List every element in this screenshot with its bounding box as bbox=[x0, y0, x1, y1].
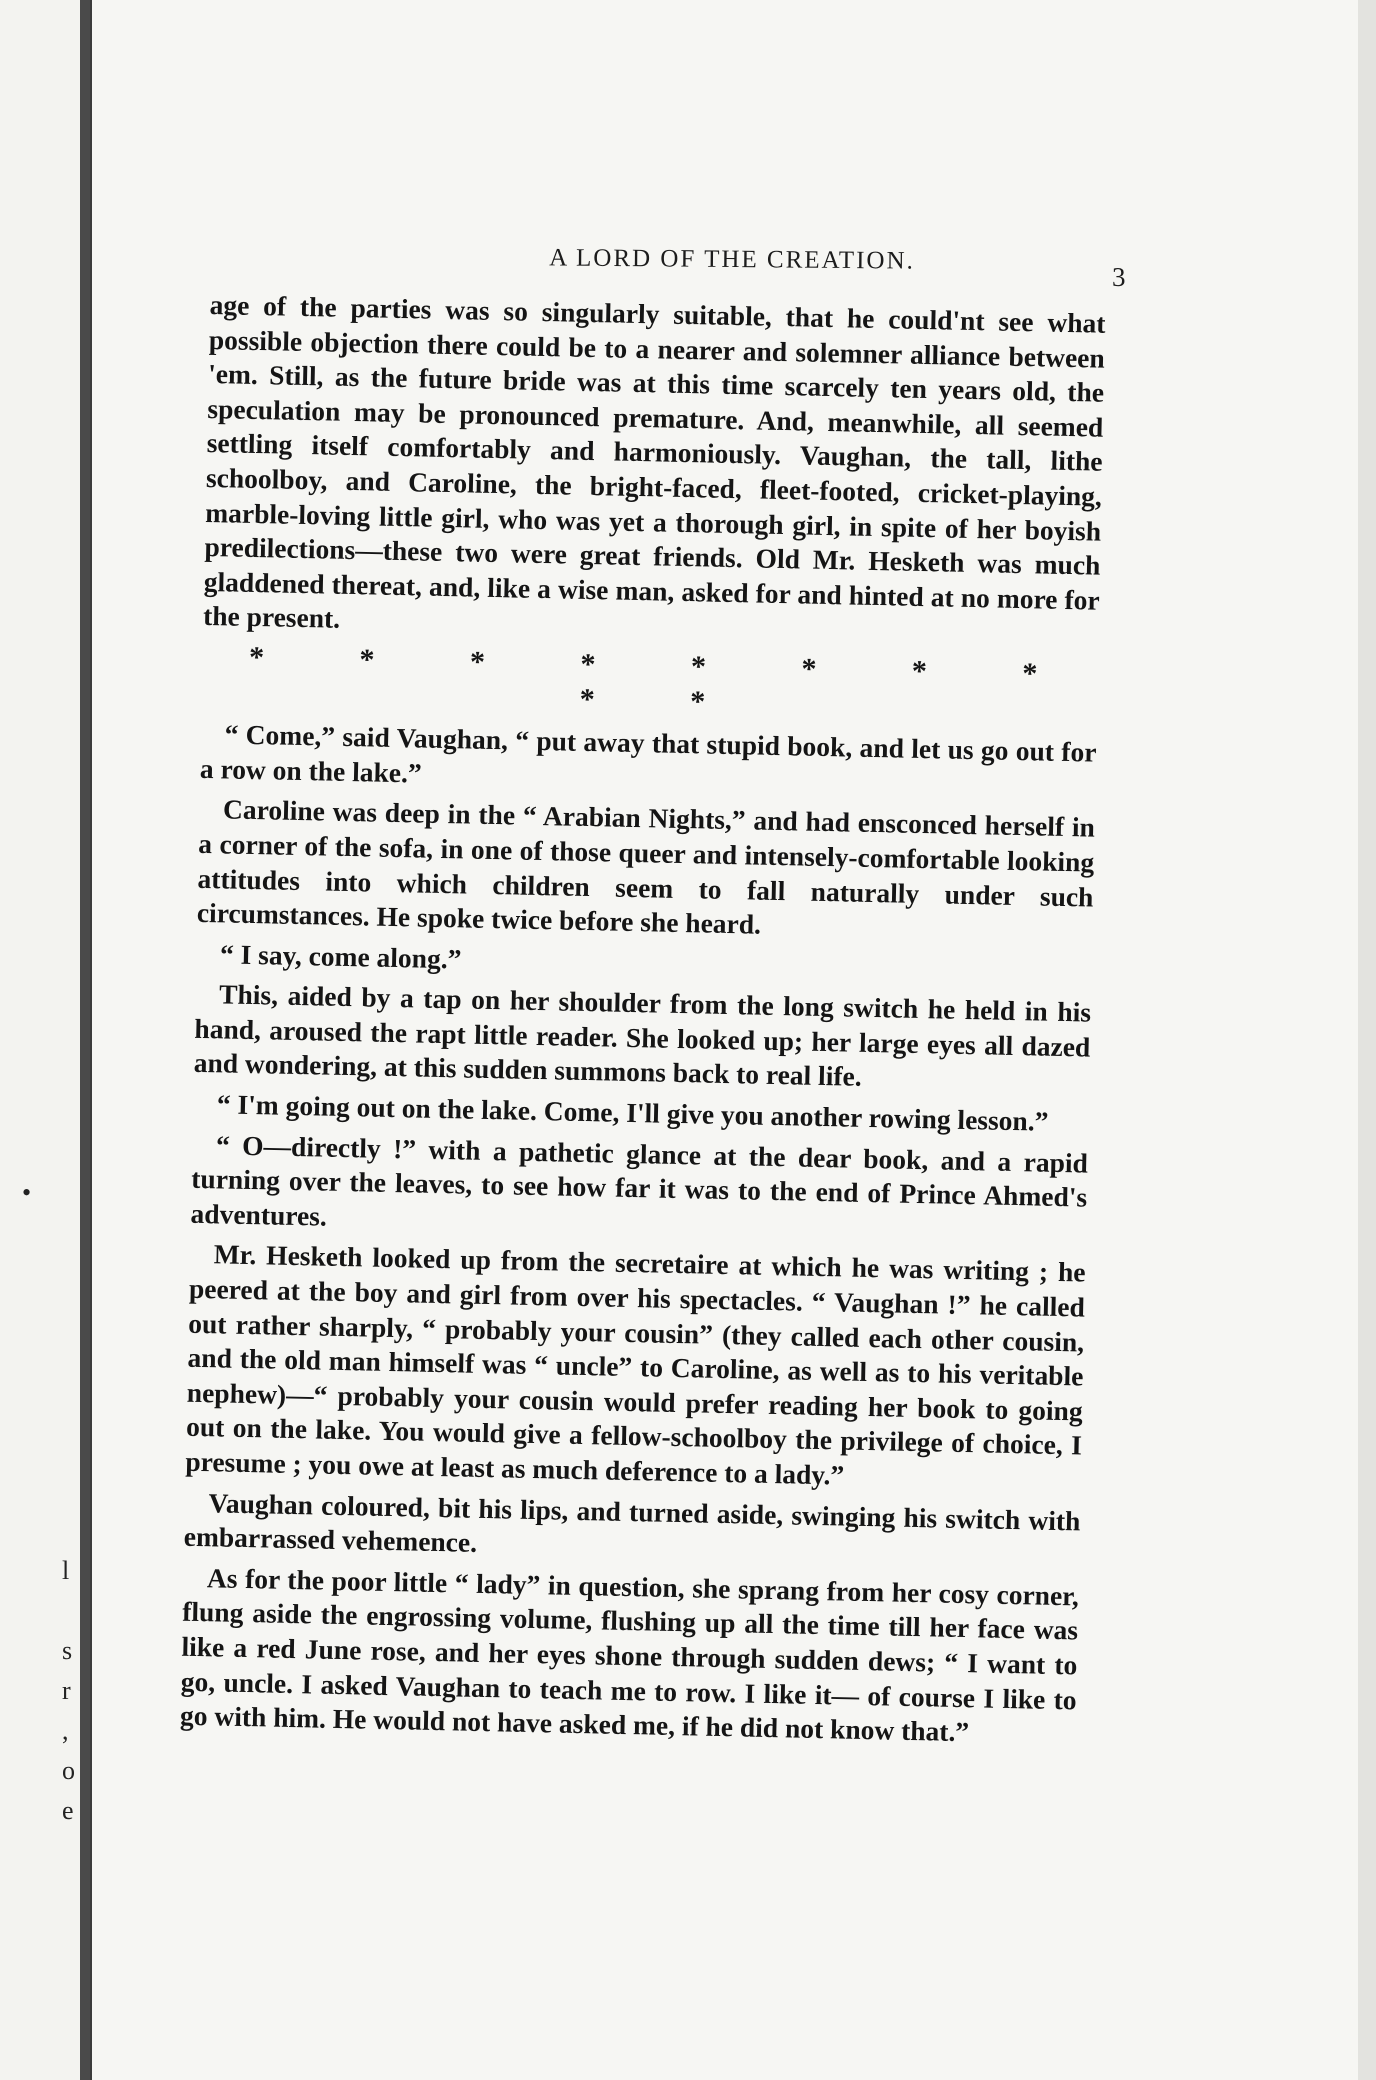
paragraph: Mr. Hesketh looked up from the secretaire at which he was writing ; he peered at the boy and girl from over his spectacles. “ Vaughan !” he called out rather sharply, “ probably your cousin” (they called each other cousin, and the old man himself was “ uncle” to Caroline, as well as to his veritable nephew)—“ probably your cousin would prefer reading her book to going out on the lake. You would give a fellow-schoolboy the privilege of choice, I presume ; you owe at least as much deference to a lady.” bbox=[185, 1238, 1086, 1491]
paragraph: Caroline was deep in the “ Arabian Nights,” and had ensconced herself in a corner of the sofa, in one of those queer and intensely-comfortable looking attitudes into which children seem to fall naturally under such circumstances. He spoke twice before she heard. bbox=[196, 793, 1096, 940]
page-edge-shadow bbox=[1358, 0, 1376, 2080]
paragraph: age of the parties was so singularly suitable, that he could'nt see what possible objection there could be to a nearer and solemner alliance between 'em. Still, as the future bride was at this time scarcely ten years old, the speculation may be pronounced premature. And, meanwhile, all seemed settling itself comfortably and harmoniously. Vaughan, the tall, lithe schoolboy, and Caroline, the bright-faced, fleet-footed, cricket-playing, marble-loving little girl, who was yet a thorough girl, in spite of her boyish predilections—these two were great friends. Old Mr. Hesketh was much gladdened thereat, and, like a wise man, asked for and hinted at no more for the present. bbox=[202, 288, 1106, 635]
paragraph: As for the poor little “ lady” in question, she sprang from her cosy corner, flung aside the engrossing volume, flushing up all the time till her face was like a red June rose, and her eyes shone through sudden dews; “ I want to go, uncle. I asked Vaughan to teach me to row. I like it— of course I like to go with him. He would not have asked me, if he did not know that.” bbox=[179, 1562, 1080, 1748]
facing-page-fragment: e bbox=[62, 1796, 74, 1825]
body-text bbox=[180, 288, 1106, 1758]
paragraph: “ I say, come along.” bbox=[219, 938, 462, 975]
binding-gutter bbox=[80, 0, 90, 2080]
page bbox=[92, 0, 1376, 2080]
facing-page-fragment: o bbox=[62, 1756, 75, 1785]
facing-page-fragment: s bbox=[62, 1636, 73, 1665]
facing-page-fragment: r bbox=[62, 1676, 71, 1705]
paragraph: “ I'm going out on the lake. Come, I'll give you another rowing lesson.” bbox=[216, 1088, 1049, 1137]
paragraph: “ Come,” said Vaughan, “ put away that stupid book, and let us go out for a row on the lake.” bbox=[199, 718, 1097, 789]
facing-page-fragment: l bbox=[62, 1556, 70, 1585]
facing-page-fragment: , bbox=[62, 1716, 69, 1745]
paragraph: This, aided by a tap on her shoulder from the long switch he held in his hand, aroused the rapt little reader. She looked up; her large eyes all dazed and wondering, at this sudden summons back to real life. bbox=[193, 978, 1092, 1093]
facing-page-edge bbox=[0, 0, 80, 2080]
paragraph: Vaughan coloured, bit his lips, and turned aside, swinging his switch with embarrassed vehemence. bbox=[183, 1486, 1081, 1559]
section-separator: * * * * * * * * * * bbox=[248, 640, 1082, 719]
paragraph: “ O—directly !” with a pathetic glance at the dear book, and a rapid turning over the leaves, to see how far it was to the end of Prince Ahmed's adventures. bbox=[190, 1128, 1089, 1232]
running-head: A LORD OF THE CREATION. bbox=[549, 244, 915, 275]
page-number: 3 bbox=[1112, 262, 1126, 292]
facing-page-fragment: • bbox=[22, 1178, 32, 1207]
